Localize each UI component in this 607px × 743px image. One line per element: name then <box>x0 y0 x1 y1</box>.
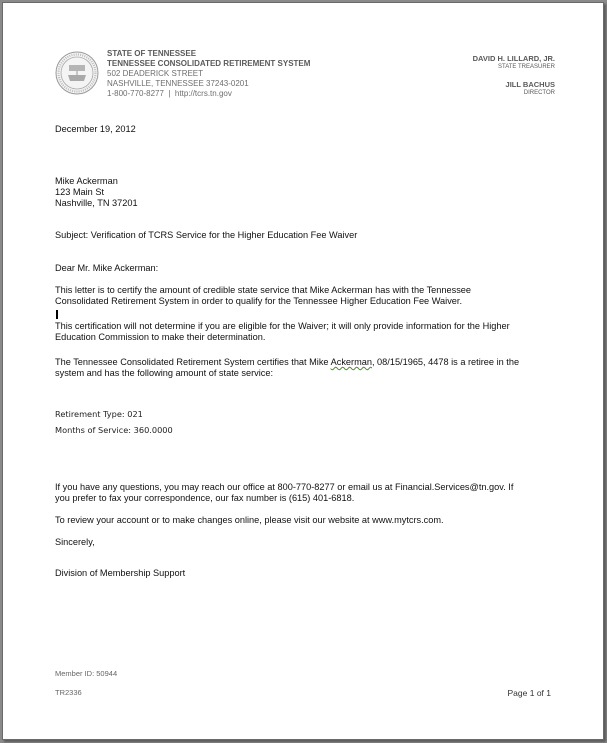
tennessee-state-seal-icon <box>55 51 99 95</box>
paragraph-4-line-2: you prefer to fax your correspondence, our fax number is (615) 401-6818. <box>55 493 355 503</box>
paragraph-3-line-2: system and has the following amount of state service: <box>55 368 274 378</box>
official-name-treasurer: DAVID H. LILLARD, JR. <box>472 54 555 63</box>
officials-block <box>473 54 555 106</box>
paragraph-4-line-1: If you have any questions, you may reach our office at 800-770-8277 or email us at Financial.Services@tn.gov. If <box>55 482 514 492</box>
paragraph-5: To review your account or to make changes online, please visit our website at www.mytcrs.com. <box>55 515 444 525</box>
months-of-service: Months of Service: 360.0000 <box>55 425 173 435</box>
letterhead-agency: TENNESSEE CONSOLIDATED RETIREMENT SYSTEM <box>107 59 311 68</box>
letter-page <box>2 2 604 740</box>
recipient-city: Nashville, TN 37201 <box>55 198 138 208</box>
paragraph-2-line-1: This certification will not determine if you are eligible for the Waiver; it will only provide information for the Higher <box>55 321 510 331</box>
letter-salutation: Dear Mr. Mike Ackerman: <box>55 263 159 273</box>
member-id: Member ID: 50944 <box>55 669 118 678</box>
letter-date: December 19, 2012 <box>55 124 136 134</box>
paragraph-3-suffix: , 08/15/1965, 4478 is a retiree in the <box>371 357 520 367</box>
letter-closing: Sincerely, <box>55 537 95 547</box>
letterhead-contact <box>107 89 310 99</box>
page-number: Page 1 of 1 <box>507 688 551 698</box>
recipient-name: Mike Ackerman <box>55 176 118 186</box>
letterhead-block <box>107 49 310 99</box>
letterhead-separator: | <box>168 89 171 98</box>
letterhead-url: http://tcrs.tn.gov <box>174 89 232 98</box>
paragraph-1-line-2: Consolidated Retirement System in order to qualify for the Tennessee Higher Education Fee Waiver. <box>55 296 463 306</box>
retirement-type: Retirement Type: 021 <box>55 409 143 419</box>
paragraph-3-prefix: The Tennessee Consolidated Retirement System certifies that Mike <box>55 357 331 367</box>
paragraph-2-line-2: Education Commission to make their determination. <box>55 332 266 342</box>
letterhead-city: NASHVILLE, TENNESSEE 37243-0201 <box>107 79 249 88</box>
official-title-treasurer: STATE TREASURER <box>497 64 555 70</box>
paragraph-1-line-1: This letter is to certify the amount of credible state service that Mike Ackerman has with the Tennessee <box>55 285 472 295</box>
letter-signature: Division of Membership Support <box>55 568 186 578</box>
letterhead-phone: 1-800-770-8277 <box>107 89 164 98</box>
text-cursor <box>56 310 58 319</box>
form-code: TR2336 <box>55 688 82 697</box>
letterhead-state: STATE OF TENNESSEE <box>107 49 197 58</box>
official-name-director: JILL BACHUS <box>505 80 555 89</box>
recipient-street: 123 Main St <box>55 187 105 197</box>
letterhead-street: 502 DEADERICK STREET <box>107 69 204 78</box>
letter-subject: Subject: Verification of TCRS Service for the Higher Education Fee Waiver <box>55 230 358 240</box>
spellcheck-flagged-name[interactable]: Ackerman <box>330 357 372 367</box>
official-title-director: DIRECTOR <box>523 90 555 96</box>
paragraph-3-line-1 <box>55 357 519 368</box>
